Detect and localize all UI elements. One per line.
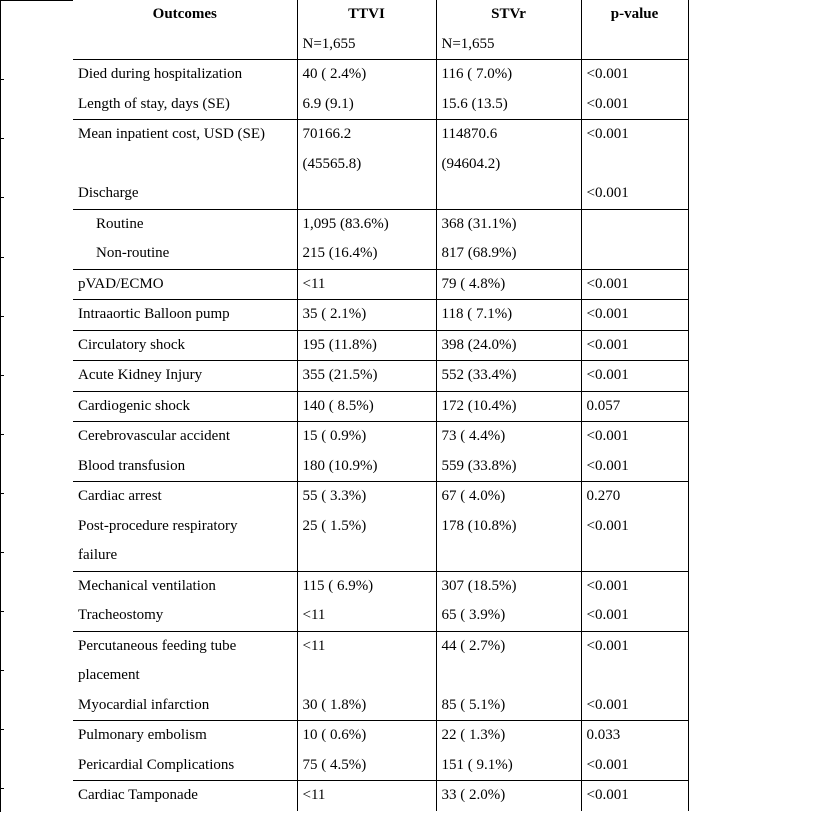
stvr-trach: 65 ( 3.9%) (441, 607, 506, 623)
row-label-pericard: Pericardial Complications (78, 756, 235, 773)
row-label-routine: Routine (96, 215, 144, 232)
p-cost-blank (587, 150, 683, 180)
stvr-cell (436, 120, 581, 210)
ttvi-resp: 25 ( 1.5%) (302, 517, 367, 534)
row-label-resp-2: failure (78, 547, 118, 563)
pvalue-cell (581, 721, 688, 781)
outcome-cell (73, 209, 297, 269)
p-cardshock: 0.057 (586, 397, 621, 414)
ttvi-pvad: <11 (302, 275, 326, 292)
table-row (73, 391, 688, 422)
row-label-resp: Post-procedure respiratory (78, 517, 238, 534)
p-pe: 0.033 (586, 727, 621, 743)
edge-tick (0, 197, 4, 198)
pvalue-cell (581, 361, 688, 392)
header-pvalue (581, 0, 688, 60)
ttvi-nonroutine: 215 (16.4%) (302, 245, 378, 261)
ttvi-feeding: <11 (302, 637, 326, 654)
stvr-iabp: 118 ( 7.1%) (441, 306, 513, 322)
p-nonroutine-blank (587, 239, 683, 269)
ttvi-feeding-blank (303, 661, 431, 691)
row-label-tamponade: Cardiac Tamponade (78, 787, 198, 803)
p-discharge: <0.001 (586, 185, 629, 201)
edge-tick (0, 79, 4, 80)
stvr-circshock: 398 (24.0%) (441, 336, 517, 353)
ttvi-died: 40 ( 2.4%) (302, 66, 367, 82)
ttvi-los: 6.9 (9.1) (302, 95, 354, 112)
header-ttvi-label: TTVI (348, 6, 385, 22)
p-arrest: 0.270 (586, 488, 621, 504)
stvr-cell (436, 631, 581, 721)
ttvi-cost: 70166.2 (302, 126, 352, 142)
header-stvr-n: N=1,655 (441, 35, 495, 52)
stvr-cell (436, 781, 581, 811)
table-row (73, 120, 688, 210)
p-resp: <0.001 (586, 517, 629, 534)
edge-tick (0, 316, 4, 317)
row-label-nonroutine-wrap (78, 239, 292, 269)
row-label-los: Length of stay, days (SE) (78, 95, 230, 112)
stvr-cell (436, 269, 581, 300)
ttvi-cost-se: (45565.8) (302, 155, 362, 172)
pvalue-cell (581, 482, 688, 572)
stvr-feeding-blank (442, 661, 576, 691)
table-row (73, 361, 688, 392)
stvr-mi: 85 ( 5.1%) (441, 696, 506, 713)
ttvi-cva: 15 ( 0.9%) (302, 428, 367, 444)
row-label-mechvent: Mechanical ventilation (78, 577, 216, 594)
ttvi-discharge-blank (303, 179, 431, 209)
p-feeding: <0.001 (586, 637, 629, 654)
stvr-pe: 22 ( 1.3%) (441, 727, 506, 743)
row-label-pvad: pVAD/ECMO (78, 275, 164, 292)
outcome-cell (73, 571, 297, 631)
p-feeding-blank (587, 661, 683, 691)
stvr-cost-se: (94604.2) (441, 155, 501, 172)
header-pvalue-label: p-value (610, 6, 659, 22)
outcome-cell (73, 482, 297, 572)
stvr-resp-blank (442, 541, 576, 571)
stvr-cell (436, 60, 581, 120)
ttvi-aki: 355 (21.5%) (302, 367, 378, 383)
ttvi-cardshock: 140 ( 8.5%) (302, 397, 374, 414)
row-label-iabp: Intraaortic Balloon pump (78, 306, 230, 322)
p-iabp: <0.001 (586, 306, 629, 322)
header-outcomes-blank (78, 30, 292, 60)
pvalue-cell (581, 300, 688, 331)
left-rule (0, 0, 1, 812)
p-circshock: <0.001 (586, 336, 629, 353)
stvr-cell (436, 330, 581, 361)
edge-tick (0, 434, 4, 435)
outcome-cell (73, 781, 297, 811)
header-ttvi (297, 0, 436, 60)
stvr-aki: 552 (33.4%) (441, 367, 517, 383)
stvr-cardshock: 172 (10.4%) (441, 397, 517, 414)
p-died: <0.001 (586, 66, 629, 82)
pvalue-cell (581, 269, 688, 300)
table-row (73, 60, 688, 120)
row-label-feeding-2: placement (78, 667, 140, 683)
stvr-mechvent: 307 (18.5%) (441, 577, 517, 594)
stvr-cell (436, 300, 581, 331)
ttvi-mi: 30 ( 1.8%) (302, 696, 367, 713)
p-routine-blank (587, 210, 683, 240)
stvr-feeding: 44 ( 2.7%) (441, 637, 506, 654)
stvr-los: 15.6 (13.5) (441, 95, 508, 112)
pvalue-cell (581, 209, 688, 269)
stvr-cell (436, 482, 581, 572)
p-mi: <0.001 (586, 696, 629, 713)
edge-tick (0, 493, 4, 494)
pvalue-cell (581, 571, 688, 631)
stvr-died: 116 ( 7.0%) (441, 66, 513, 82)
p-mechvent: <0.001 (586, 577, 629, 594)
pvalue-cell (581, 330, 688, 361)
header-outcomes-label: Outcomes (152, 6, 217, 22)
edge-tick (0, 670, 4, 671)
row-label-blood: Blood transfusion (78, 457, 186, 474)
ttvi-pericard: 75 ( 4.5%) (302, 756, 367, 773)
stvr-routine: 368 (31.1%) (441, 215, 517, 232)
edge-tick (0, 788, 4, 789)
ttvi-circshock: 195 (11.8%) (302, 336, 377, 353)
ttvi-cell (297, 422, 436, 482)
row-label-cardshock: Cardiogenic shock (78, 397, 191, 414)
table-header-row (73, 0, 688, 60)
table-row (73, 631, 688, 721)
p-resp-blank (587, 541, 683, 571)
header-outcomes (73, 0, 297, 60)
row-label-trach: Tracheostomy (78, 607, 164, 623)
row-label-circshock: Circulatory shock (78, 336, 186, 353)
ttvi-resp-blank (303, 541, 431, 571)
row-label-cost: Mean inpatient cost, USD (SE) (78, 126, 266, 142)
ttvi-pe: 10 ( 0.6%) (302, 727, 367, 743)
p-blood: <0.001 (586, 457, 629, 474)
ttvi-cell (297, 60, 436, 120)
stvr-cell (436, 361, 581, 392)
ttvi-cell (297, 120, 436, 210)
ttvi-cell (297, 571, 436, 631)
ttvi-arrest: 55 ( 3.3%) (302, 488, 367, 504)
ttvi-tamponade: <11 (302, 787, 326, 803)
outcome-cell (73, 631, 297, 721)
row-label-cva: Cerebrovascular accident (78, 428, 230, 444)
table-row (73, 209, 688, 269)
ttvi-cell (297, 781, 436, 811)
row-label-arrest: Cardiac arrest (78, 488, 162, 504)
ttvi-mechvent: 115 ( 6.9%) (302, 577, 374, 594)
outcomes-table (73, 0, 689, 811)
pvalue-cell (581, 781, 688, 811)
row-label-feeding: Percutaneous feeding tube (78, 637, 237, 654)
ttvi-iabp: 35 ( 2.1%) (302, 306, 367, 322)
pvalue-cell (581, 60, 688, 120)
p-aki: <0.001 (586, 367, 629, 383)
ttvi-routine: 1,095 (83.6%) (302, 215, 389, 232)
table-row (73, 482, 688, 572)
ttvi-blood: 180 (10.9%) (302, 457, 378, 474)
p-los: <0.001 (586, 95, 629, 112)
edge-tick (0, 552, 4, 553)
top-rule (0, 0, 73, 1)
stvr-pericard: 151 ( 9.1%) (441, 756, 513, 773)
outcome-cell (73, 60, 297, 120)
pvalue-cell (581, 631, 688, 721)
ttvi-cell (297, 631, 436, 721)
row-label-discharge: Discharge (78, 185, 139, 201)
row-label-nonroutine: Non-routine (96, 245, 170, 261)
p-pvad: <0.001 (586, 275, 629, 292)
table-row (73, 721, 688, 781)
ttvi-cell (297, 361, 436, 392)
p-cva: <0.001 (586, 428, 629, 444)
row-label-cost-blank (78, 150, 292, 180)
stvr-tamponade: 33 ( 2.0%) (441, 787, 506, 803)
edge-tick (0, 611, 4, 612)
outcome-cell (73, 422, 297, 482)
p-tamponade: <0.001 (586, 787, 629, 803)
stvr-nonroutine: 817 (68.9%) (441, 245, 517, 261)
outcome-cell (73, 269, 297, 300)
stvr-blood: 559 (33.8%) (441, 457, 517, 474)
row-label-routine-wrap (78, 210, 292, 240)
table-row (73, 571, 688, 631)
ttvi-cell (297, 721, 436, 781)
header-ttvi-n: N=1,655 (302, 35, 356, 52)
outcome-cell (73, 330, 297, 361)
outcome-cell (73, 721, 297, 781)
p-cost: <0.001 (586, 126, 629, 142)
stvr-resp: 178 (10.8%) (441, 517, 517, 534)
p-pericard: <0.001 (586, 756, 629, 773)
row-label-aki: Acute Kidney Injury (78, 367, 203, 383)
outcome-cell (73, 391, 297, 422)
ttvi-cell (297, 209, 436, 269)
p-trach: <0.001 (586, 607, 629, 623)
ttvi-cell (297, 330, 436, 361)
stvr-pvad: 79 ( 4.8%) (441, 275, 506, 292)
stvr-discharge-blank (442, 179, 576, 209)
stvr-cell (436, 571, 581, 631)
pvalue-cell (581, 391, 688, 422)
outcome-cell (73, 300, 297, 331)
ttvi-cell (297, 269, 436, 300)
ttvi-cell (297, 482, 436, 572)
edge-tick (0, 375, 4, 376)
edge-tick (0, 138, 4, 139)
stvr-cost: 114870.6 (441, 126, 498, 142)
stvr-cell (436, 391, 581, 422)
outcome-cell (73, 361, 297, 392)
row-label-mi: Myocardial infarction (78, 696, 210, 713)
stvr-cell (436, 422, 581, 482)
header-pvalue-blank (587, 30, 683, 60)
stvr-arrest: 67 ( 4.0%) (441, 488, 506, 504)
stvr-cell (436, 209, 581, 269)
ttvi-cell (297, 391, 436, 422)
ttvi-cell (297, 300, 436, 331)
stvr-cell (436, 721, 581, 781)
header-stvr-label: STVr (491, 6, 526, 22)
table-row (73, 269, 688, 300)
table-row (73, 422, 688, 482)
outcome-cell (73, 120, 297, 210)
ttvi-trach: <11 (302, 607, 326, 623)
row-label-pe: Pulmonary embolism (78, 727, 207, 743)
edge-tick (0, 729, 4, 730)
stvr-cva: 73 ( 4.4%) (441, 428, 506, 444)
header-stvr (436, 0, 581, 60)
table-row (73, 330, 688, 361)
edge-tick (0, 257, 4, 258)
row-label-died: Died during hospitalization (78, 66, 243, 82)
table-row (73, 781, 688, 811)
pvalue-cell (581, 422, 688, 482)
pvalue-cell (581, 120, 688, 210)
table-row (73, 300, 688, 331)
